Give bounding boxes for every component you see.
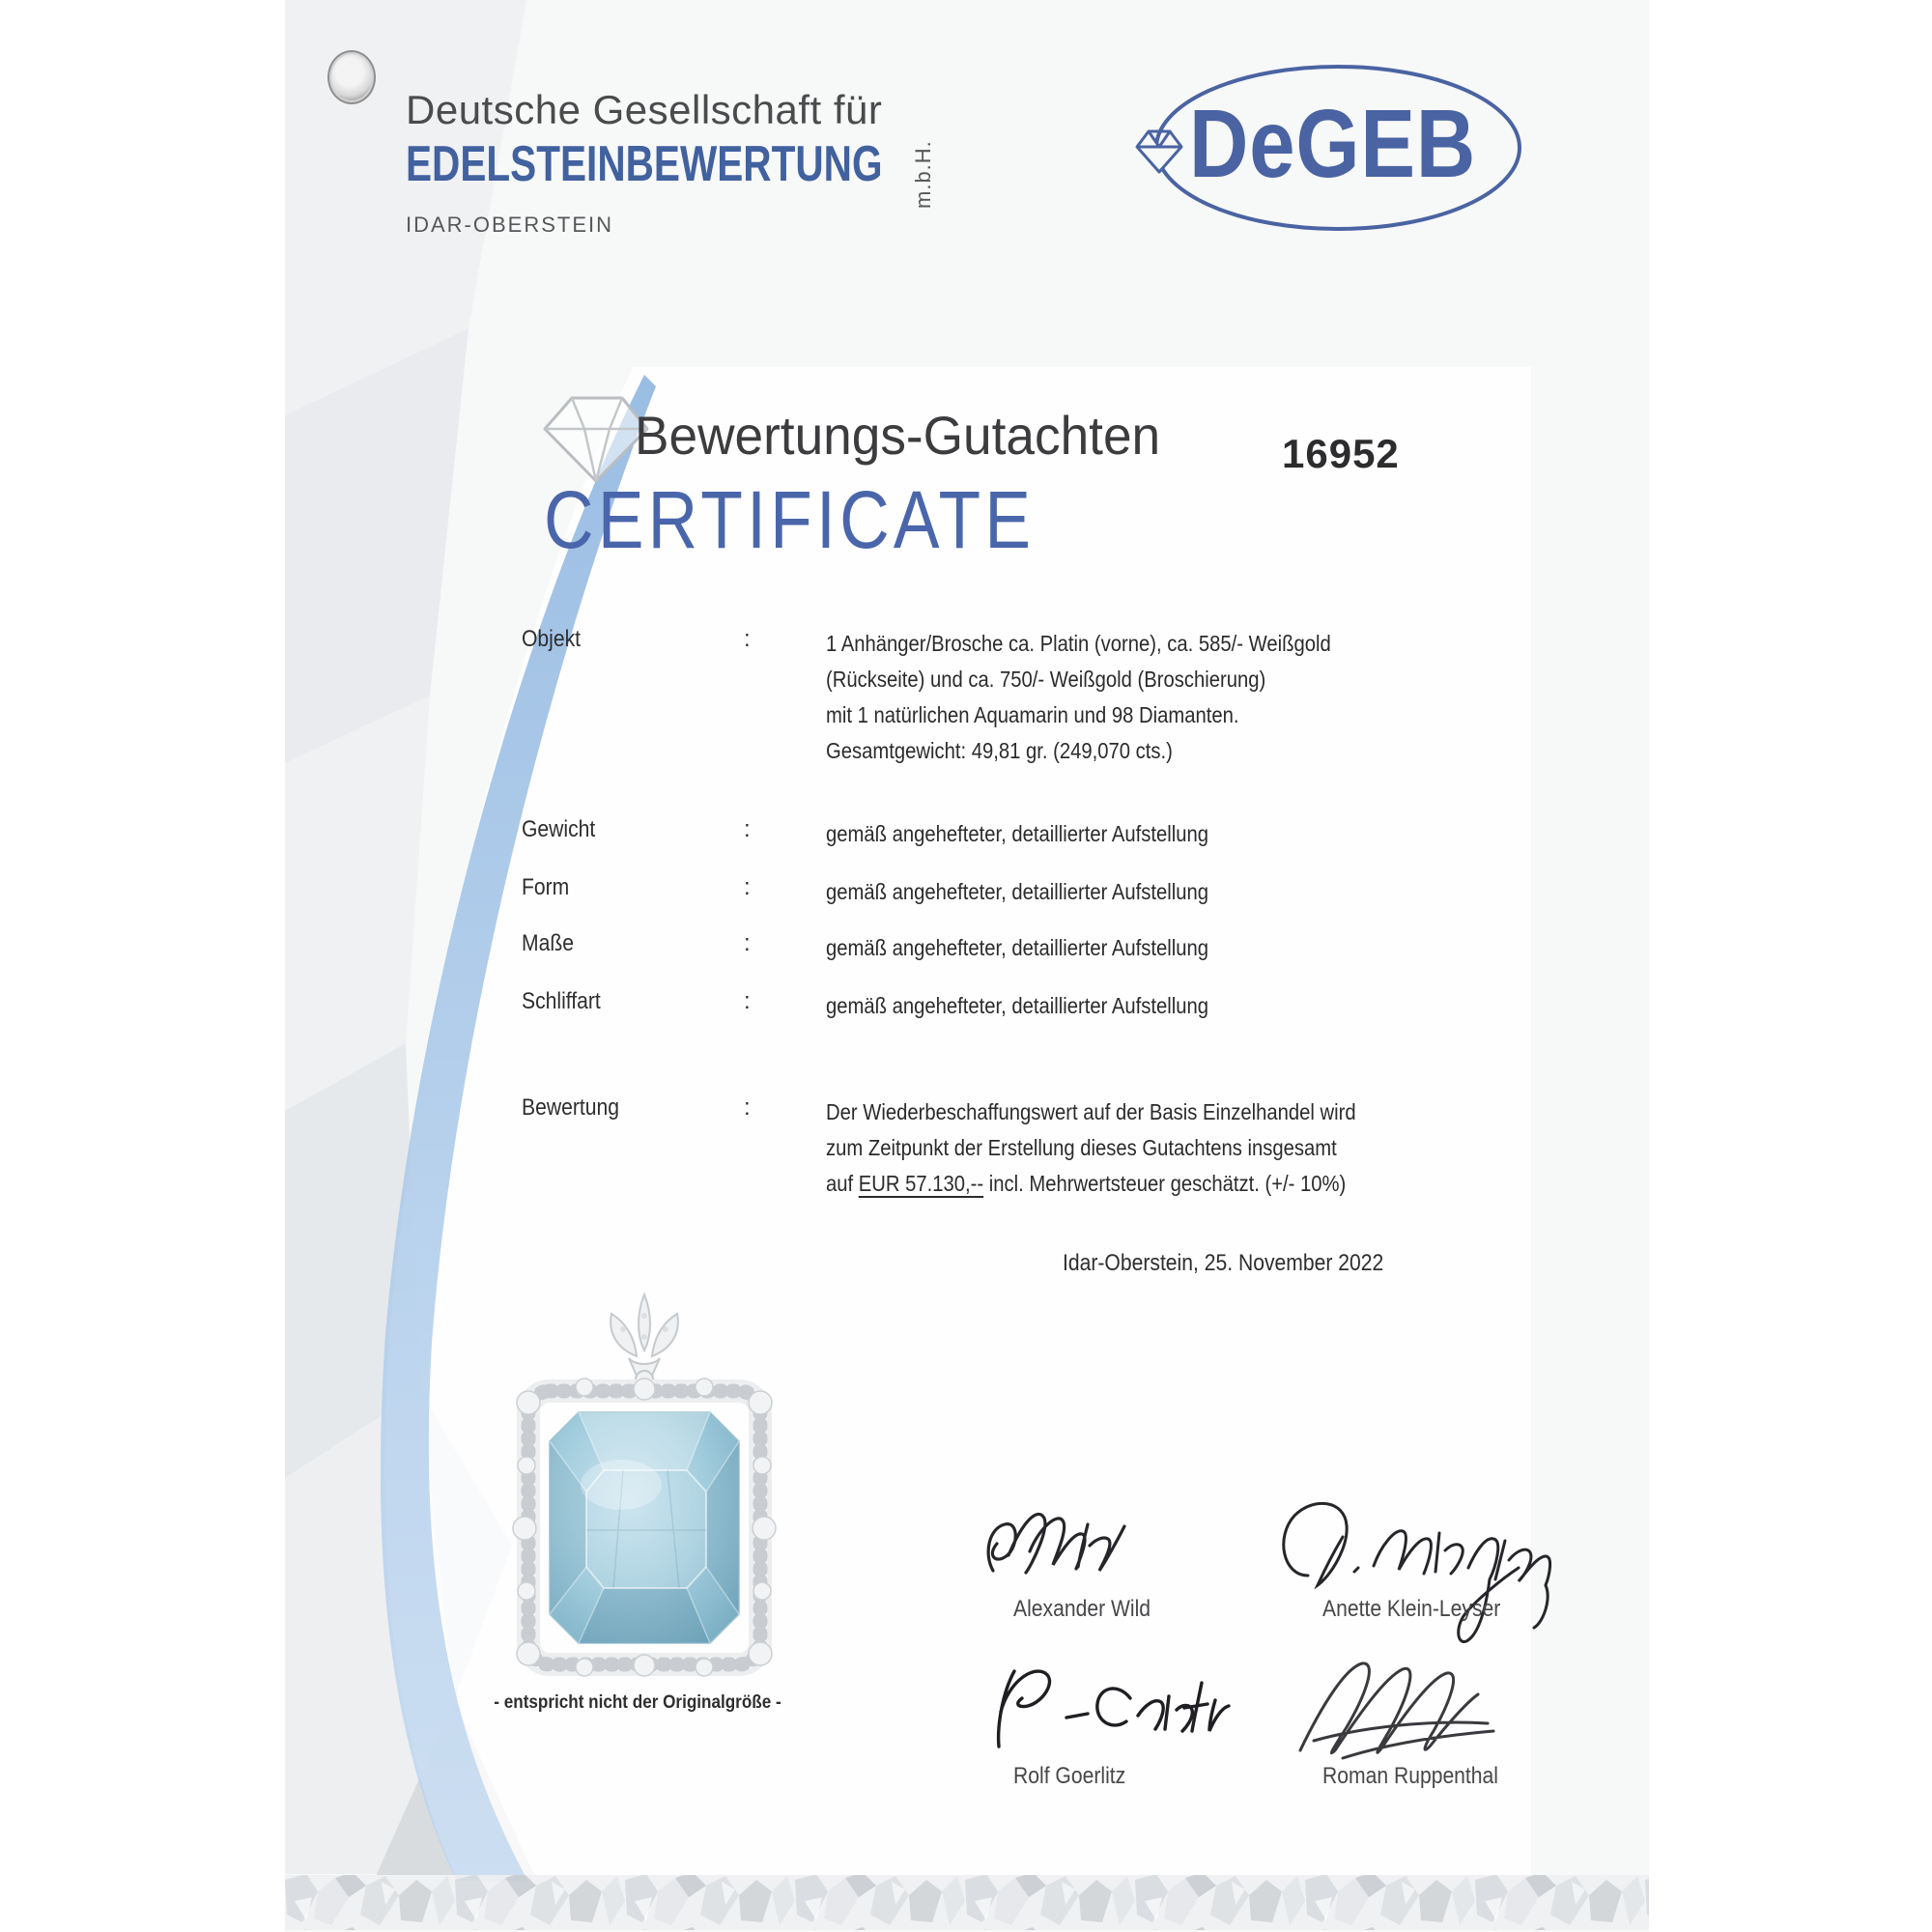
field-label: Gewicht xyxy=(522,816,596,842)
org-name-line1: Deutsche Gesellschaft für xyxy=(406,87,883,132)
certificate-page xyxy=(285,0,1649,1932)
field-colon: : xyxy=(744,1094,751,1121)
field-row-gewicht xyxy=(522,816,1628,852)
signatory-name: Alexander Wild xyxy=(1013,1596,1151,1622)
field-value: gemäß angehefteter, detaillierter Aufstellung xyxy=(826,821,1209,846)
field-colon: : xyxy=(744,626,751,652)
title-german: Bewertungs-Gutachten xyxy=(635,405,1161,466)
title-english: CERTIFICATE xyxy=(544,474,1036,565)
aquamarine-gem xyxy=(550,1412,739,1643)
field-colon: : xyxy=(744,988,751,1014)
degeb-logo-text: DeGEB xyxy=(1189,90,1477,198)
valuation-amount: EUR 57.130,-- xyxy=(858,1171,984,1196)
place-date: Idar-Oberstein, 25. November 2022 xyxy=(1063,1250,1384,1276)
org-city: IDAR-OBERSTEIN xyxy=(406,213,614,237)
photo-caption: - entspricht nicht der Originalgröße - xyxy=(494,1692,781,1713)
field-value: Der Wiederbeschaffungswert auf der Basis Einzelhandel wird zum Zeitpunkt der Erstellung dieses Gutachtens insgesamt auf EUR 57.130,-- incl. Mehrwertsteuer geschätzt. (+/- 10%) xyxy=(826,1094,1523,1202)
field-label: Form xyxy=(522,874,570,900)
field-colon: : xyxy=(744,816,751,842)
certificate-number: 16952 xyxy=(1282,431,1400,476)
hole-punch-icon xyxy=(327,50,376,104)
pendant-photo xyxy=(497,1287,797,1702)
field-colon: : xyxy=(744,874,751,900)
gem-band xyxy=(285,1875,1649,1930)
field-value: gemäß angehefteter, detaillierter Aufstellung xyxy=(826,935,1209,960)
field-value: 1 Anhänger/Brosche ca. Platin (vorne), ca. 585/- Weißgold (Rückseite) und ca. 750/- Weißgold (Broschierung) mit 1 natürlichen Aquamarin und 98 Diamanten. Gesamtgewicht: 49,81 gr. (249,070 cts.) xyxy=(826,631,1331,763)
field-value: gemäß angehefteter, detaillierter Aufstellung xyxy=(826,993,1209,1018)
signature-rolf-goerlitz xyxy=(985,1654,1256,1775)
field-row-objekt xyxy=(522,626,1628,769)
field-row-form xyxy=(522,874,1628,910)
field-value: gemäß angehefteter, detaillierter Aufstellung xyxy=(826,879,1209,904)
pendant-bail xyxy=(611,1294,678,1388)
field-label: Objekt xyxy=(522,626,582,652)
org-suffix-vertical: m.b.H. xyxy=(911,140,935,209)
signatory-name: Anette Klein-Leyser xyxy=(1322,1596,1501,1622)
field-row-schliffart xyxy=(522,988,1628,1024)
valuation-line: auf EUR 57.130,-- incl. Mehrwertsteuer geschätzt. (+/- 10%) xyxy=(826,1171,1347,1196)
field-colon: : xyxy=(744,930,751,956)
signatory-name: Rolf Goerlitz xyxy=(1013,1763,1126,1789)
org-name-line2: EDELSTEINBEWERTUNG xyxy=(406,136,883,192)
signatory-name: Roman Ruppenthal xyxy=(1322,1763,1498,1789)
field-row-masse xyxy=(522,930,1628,966)
degeb-logo xyxy=(1133,54,1550,247)
signature-alexander-wild xyxy=(976,1495,1188,1602)
field-label: Maße xyxy=(522,930,574,956)
field-label: Schliffart xyxy=(522,988,601,1014)
field-row-bewertung xyxy=(522,1094,1628,1202)
field-label: Bewertung xyxy=(522,1094,619,1121)
certificate-fields xyxy=(522,626,1628,1225)
